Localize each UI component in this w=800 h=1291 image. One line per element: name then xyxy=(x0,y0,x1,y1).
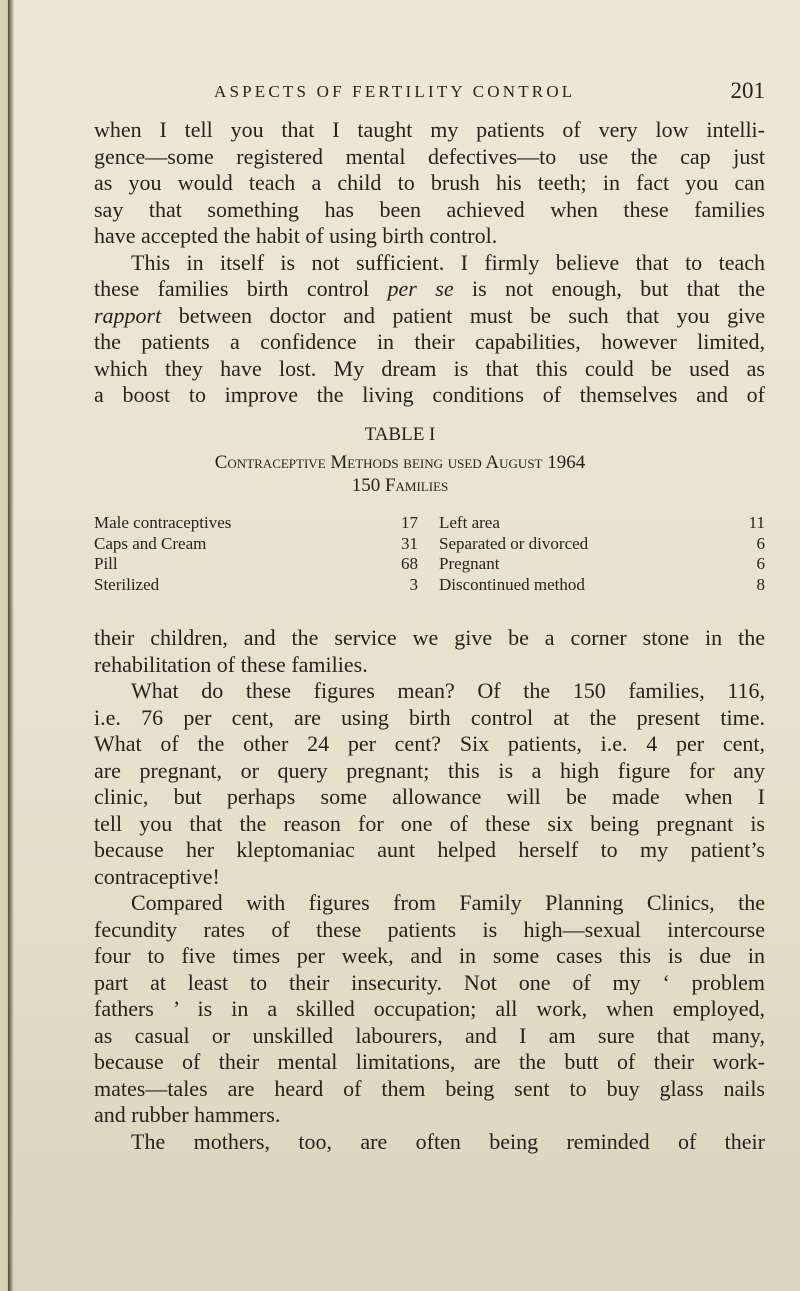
table-cell-value: 17 xyxy=(401,513,418,532)
text-line xyxy=(94,276,765,303)
text-line: the patients a confidence in their capabilities, however limited, xyxy=(94,329,765,354)
italic-phrase: rapport xyxy=(94,302,162,328)
table-row xyxy=(94,575,765,595)
text-line: mates—tales are heard of them being sent to buy glass nails xyxy=(94,1075,765,1101)
book-binding-edge xyxy=(0,0,14,1291)
table-cell-value: 3 xyxy=(409,574,418,594)
text-line: fecundity rates of these patients is high—sexual intercourse xyxy=(94,916,765,942)
table-cell-label: Caps and Cream xyxy=(94,533,207,553)
running-title: ASPECTS OF FERTILITY CONTROL xyxy=(214,82,576,101)
text-span: these families birth control xyxy=(94,276,388,301)
text-line: have accepted the habit of using birth control. xyxy=(94,223,498,248)
table-subtitle: Contraceptive Methods being used August 1964 xyxy=(214,452,586,473)
text-line: gence—some registered mental defectives—to use the cap just xyxy=(94,143,765,169)
table-cell-value: 6 xyxy=(756,554,765,573)
text-line: What do these figures mean? Of the 150 families, 116, xyxy=(131,678,765,703)
text-line: four to five times per week, and in some cases this is due in xyxy=(94,943,765,968)
table-cell-label: Discontinued method xyxy=(439,574,585,594)
text-line: The mothers, too, are often being reminded of their xyxy=(131,1128,765,1154)
italic-phrase: per se xyxy=(387,276,454,301)
text-line: as casual or unskilled labourers, and I am sure that many, xyxy=(94,1022,765,1048)
table-cell-label: Separated or divorced xyxy=(439,533,589,553)
table-cell-value: 31 xyxy=(401,533,418,553)
table-cell-label: Sterilized xyxy=(94,574,160,594)
text-line: when I tell you that I taught my patients of very low intelli- xyxy=(94,117,765,142)
text-line: tell you that the reason for one of these six being pregnant is xyxy=(94,810,765,836)
text-line: fathers ’ is in a skilled occupation; all work, when employed, xyxy=(94,996,765,1021)
text-line: rehabilitation of these families. xyxy=(94,651,368,677)
text-span: is not enough, but that the xyxy=(453,276,766,301)
text-line: Compared with figures from Family Planning Clinics, the xyxy=(131,890,765,915)
table-cell-value: 11 xyxy=(748,513,765,532)
table-cell-value: 6 xyxy=(756,533,765,553)
table-cell-label: Pregnant xyxy=(439,554,500,573)
text-line xyxy=(94,303,765,330)
text-line: This in itself is not sufficient. I firmly believe that to teach xyxy=(131,249,765,275)
page-number: 201 xyxy=(730,78,765,103)
text-line: part at least to their insecurity. Not one of my ‘ problem xyxy=(94,969,765,995)
text-line: and rubber hammers. xyxy=(94,1102,281,1127)
paragraph-block-top xyxy=(94,117,765,409)
text-line: are pregnant, or query pregnant; this is a high figure for any xyxy=(94,757,765,783)
table-subtitle-families: 150 Families xyxy=(351,475,449,496)
table-cell-label: Pill xyxy=(94,554,118,573)
table-title: TABLE I xyxy=(364,424,436,445)
paragraph-block-bottom xyxy=(94,625,765,1155)
text-span: between doctor and patient must be such that you give xyxy=(161,302,765,328)
text-line: a boost to improve the living conditions of themselves and of xyxy=(94,382,765,407)
table-cell-label: Left area xyxy=(439,513,500,532)
text-line: What of the other 24 per cent? Six patients, i.e. 4 per cent, xyxy=(94,731,765,756)
text-line: as you would teach a child to brush his teeth; in fact you can xyxy=(94,170,765,195)
text-line: their children, and the service we give be a corner stone in the xyxy=(94,625,765,650)
table-cell-value: 8 xyxy=(756,574,765,594)
page-header xyxy=(94,78,765,106)
text-line: contraceptive! xyxy=(94,863,220,889)
table-row xyxy=(94,513,765,533)
table-row xyxy=(94,534,765,554)
text-line: because her kleptomaniac aunt helped herself to my patient’s xyxy=(94,837,765,862)
text-line: which they have lost. My dream is that this could be used as xyxy=(94,355,765,381)
table-row xyxy=(94,554,765,574)
table-cell-value: 68 xyxy=(401,554,418,573)
table-cell-label: Male contraceptives xyxy=(94,513,232,532)
text-line: because of their mental limitations, are the butt of their work- xyxy=(94,1049,765,1074)
text-line: i.e. 76 per cent, are using birth control at the present time. xyxy=(94,704,765,730)
text-line: say that something has been achieved when these families xyxy=(94,196,765,222)
text-line: clinic, but perhaps some allowance will be made when I xyxy=(94,784,765,809)
